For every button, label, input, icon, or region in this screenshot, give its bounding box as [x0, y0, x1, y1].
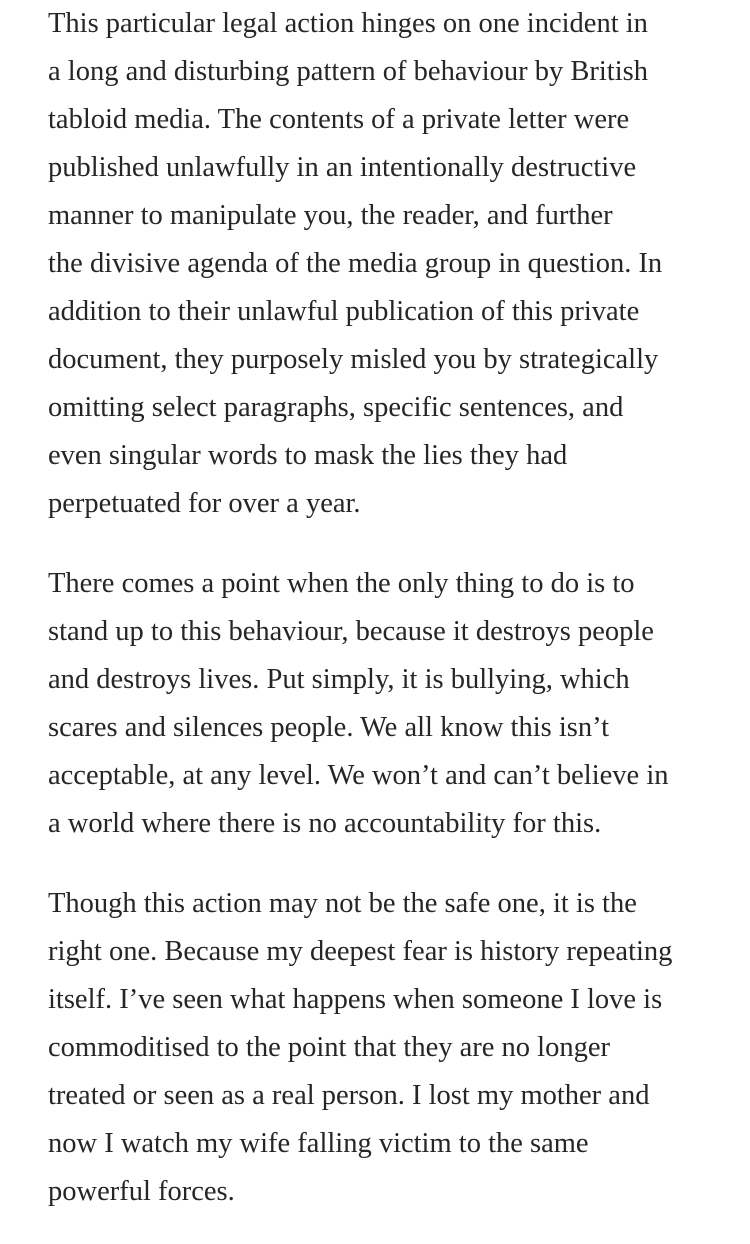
text-line: scares and silences people. We all know this isn’t [48, 712, 609, 743]
text-line: the divisive agenda of the media group in question. In [48, 248, 663, 279]
text-line: tabloid media. The contents of a private letter were [48, 104, 630, 135]
text-line: document, they purposely misled you by strategically [48, 344, 659, 375]
text-line: perpetuated for over a year. [48, 488, 361, 519]
paragraph-3 [48, 880, 728, 1216]
text-line: Though this action may not be the safe one, it is the [48, 888, 637, 919]
text-line: published unlawfully in an intentionally destructive [48, 152, 637, 183]
text-line: stand up to this behaviour, because it destroys people [48, 616, 654, 647]
text-line: omitting select paragraphs, specific sentences, and [48, 392, 624, 423]
article-body [48, 0, 728, 1216]
text-line: commoditised to the point that they are no longer [48, 1032, 610, 1063]
text-line: a world where there is no accountability for this. [48, 808, 602, 839]
text-line: manner to manipulate you, the reader, and further [48, 200, 613, 231]
text-line: This particular legal action hinges on one incident in [48, 8, 648, 39]
text-line: now I watch my wife falling victim to the same [48, 1128, 589, 1159]
paragraph-1 [48, 0, 728, 528]
text-line: treated or seen as a real person. I lost my mother and [48, 1080, 650, 1111]
paragraph-2 [48, 560, 728, 848]
text-line: right one. Because my deepest fear is history repeating [48, 936, 673, 967]
text-line: a long and disturbing pattern of behaviour by British [48, 56, 648, 87]
text-line: even singular words to mask the lies they had [48, 440, 568, 471]
text-line: addition to their unlawful publication of this private [48, 296, 640, 327]
text-line: There comes a point when the only thing to do is to [48, 568, 635, 599]
text-line: powerful forces. [48, 1176, 235, 1207]
text-line: itself. I’ve seen what happens when someone I love is [48, 984, 663, 1015]
text-line: and destroys lives. Put simply, it is bullying, which [48, 664, 630, 695]
text-line: acceptable, at any level. We won’t and can’t believe in [48, 760, 669, 791]
